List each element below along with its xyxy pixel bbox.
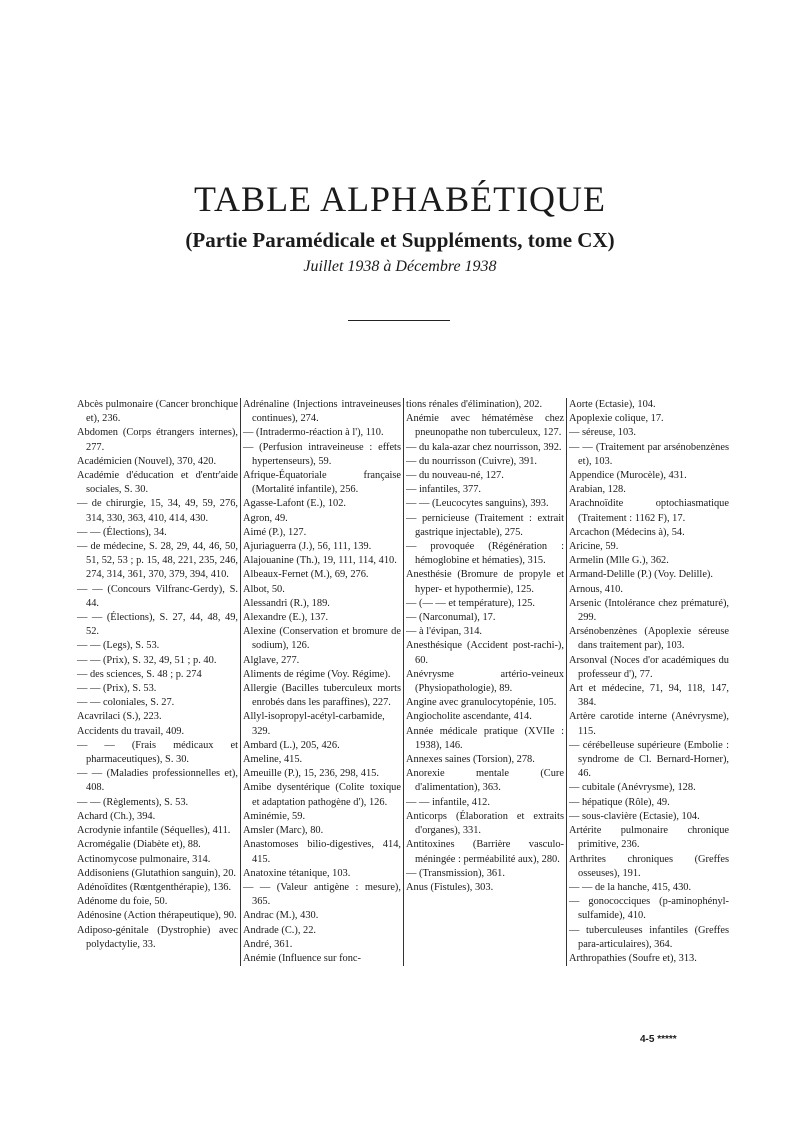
- index-entry: Ameuille (P.), 15, 236, 298, 415.: [243, 768, 379, 780]
- index-entry: Achard (Ch.), 394.: [77, 810, 156, 822]
- index-entry: — gonococciques (p-aminophényl-sulfamide), 410.: [569, 896, 729, 922]
- index-entry: — — (Traitement par arsénobenzènes et), 103.: [569, 441, 729, 467]
- index-entry: Arabian, 128.: [569, 484, 626, 496]
- index-entry: Albeaux-Fernet (M.), 69, 276.: [243, 569, 369, 581]
- index-entry: Année médicale pratique (XVIIe : 1938), 146.: [406, 725, 564, 751]
- index-entry: Amibe dysentérique (Colite toxique et adaptation pathogène d'), 126.: [243, 782, 401, 808]
- index-entry: — — infantile, 412.: [406, 796, 490, 808]
- index-entry: Art et médecine, 71, 94, 118, 147, 384.: [569, 683, 729, 709]
- period-line: Juillet 1938 à Décembre 1938: [303, 258, 497, 275]
- title-rule: [348, 320, 450, 321]
- index-entry: Acavrilaci (S.), 223.: [77, 711, 162, 723]
- index-entry: Apoplexie colique, 17.: [569, 413, 664, 425]
- index-entry: — (Transmission), 361.: [406, 867, 505, 879]
- index-entry: — à l'évipan, 314.: [406, 626, 483, 638]
- index-entry: Allyl-isopropyl-acétyl-carbamide, 329.: [243, 711, 385, 737]
- index-entry: Aminémie, 59.: [243, 810, 306, 822]
- index-entry: Arcachon (Médecins à), 54.: [569, 526, 685, 538]
- index-entry: — — (Valeur antigène : mesure), 365.: [243, 881, 401, 908]
- index-entry: — hépatique (Rôle), 49.: [569, 796, 670, 808]
- index-entry: — — (Frais médicaux et pharmaceutiques), S. 30.: [77, 739, 238, 766]
- index-entry: Annexes saines (Torsion), 278.: [406, 754, 535, 766]
- index-entry: Artérite pulmonaire chronique primitive, 236.: [569, 825, 729, 851]
- index-entry: Alglave, 277.: [243, 654, 300, 666]
- index-entry: Anticorps (Élaboration et extraits d'organes), 331.: [406, 810, 564, 837]
- index-entry: — sous-clavière (Ectasie), 104.: [569, 810, 700, 822]
- index-entry: — (— — et température), 125.: [406, 597, 535, 609]
- index-entry: Adiposo-génitale (Dystrophie) avec polydactylie, 33.: [77, 924, 238, 950]
- index-entry: — — (Élections), 34.: [77, 526, 167, 538]
- index-entry: Anévrysme artério-veineux (Physiopathologie), 89.: [406, 668, 564, 695]
- index-entry: Actinomycose pulmonaire, 314.: [77, 853, 211, 865]
- index-entry: Ambard (L.), 205, 426.: [243, 739, 340, 751]
- index-entry: — de chirurgie, 15, 34, 49, 59, 276, 314, 330, 363, 410, 414, 430.: [77, 498, 238, 524]
- index-column-1: [77, 398, 240, 966]
- index-entry: — — (Prix), S. 53.: [77, 683, 157, 695]
- index-entry: Acromégalie (Diabète et), 88.: [77, 839, 201, 851]
- index-entry: — cubitale (Anévrysme), 128.: [569, 782, 696, 794]
- index-entry: — des sciences, S. 48 ; p. 274: [77, 668, 202, 680]
- index-entry: — provoquée (Régénération : hémoglobine et hématies), 315.: [406, 541, 564, 567]
- index-entry: Adénome du foie, 50.: [77, 896, 168, 908]
- index-entry: Anesthésique (Accident post-rachi-), 60.: [406, 640, 564, 666]
- index-entry: Arthropathies (Soufre et), 313.: [569, 952, 697, 964]
- index-entry: Arachnoïdite optochiasmatique (Traitement : 1162 F), 17.: [569, 498, 729, 524]
- index-entry: Ameline, 415.: [243, 754, 303, 766]
- index-entry: Arthrites chroniques (Greffes osseuses), 191.: [569, 853, 729, 879]
- index-entry: Agron, 49.: [243, 512, 288, 524]
- index-entry: Adénoïdites (Rœntgenthérapie), 136.: [77, 881, 232, 893]
- index-entry: — du kala-azar chez nourrisson, 392.: [406, 441, 562, 453]
- index-entry: — — (Prix), S. 32, 49, 51 ; p. 40.: [77, 654, 217, 666]
- index-entry: — — (Leucocytes sanguins), 393.: [406, 498, 549, 510]
- index-entry: — pernicieuse (Traitement : extrait gastrique injectable), 275.: [406, 512, 564, 538]
- index-entry: Amsler (Marc), 80.: [243, 825, 324, 837]
- index-entry: Agasse-Lafont (E.), 102.: [243, 498, 347, 510]
- index-entry: Anémie (Influence sur fonc-: [243, 952, 361, 964]
- index-entry: André, 361.: [243, 938, 293, 950]
- index-entry: — — (Maladies professionnelles et), 408.: [77, 768, 238, 794]
- index-entry: Andrade (C.), 22.: [243, 924, 317, 936]
- index-entry: tions rénales d'élimination), 202.: [406, 399, 543, 410]
- page-title: TABLE ALPHABÉTIQUE: [193, 179, 607, 219]
- index-entry: Armand-Delille (P.) (Voy. Delille).: [569, 569, 713, 581]
- index-column-3: [403, 398, 566, 966]
- index-entry: — tuberculeuses infantiles (Greffes para-articulaires), 364.: [569, 924, 729, 950]
- index-entry: — (Narconumal), 17.: [406, 612, 496, 624]
- index-entry: — — coloniales, S. 27.: [77, 697, 175, 709]
- index-entry: Ajuriaguerra (J.), 56, 111, 139.: [243, 541, 372, 553]
- index-entry: Alajouanine (Th.), 19, 111, 114, 410.: [243, 555, 397, 567]
- index-entry: Antitoxines (Barrière vasculo-méningée : perméabilité aux), 280.: [406, 839, 564, 865]
- index-entry: Aricine, 59.: [569, 541, 619, 553]
- index-entry: — de médecine, S. 28, 29, 44, 46, 50, 51, 52, 53 ; p. 15, 48, 221, 235, 246, 274, 314, 361, 370, 379, 394, 410.: [77, 541, 238, 581]
- index-entry: Andrac (M.), 430.: [243, 910, 319, 922]
- index-entry: Abdomen (Corps étrangers internes), 277.: [77, 427, 238, 453]
- index-column-4: [566, 398, 729, 966]
- index-entry: Anastomoses bilio-digestives, 414, 415.: [243, 839, 401, 865]
- index-entry: Allergie (Bacilles tuberculeux morts enrobés dans les paraffines), 227.: [243, 683, 401, 709]
- index-entry: Arsonval (Noces d'or académiques du professeur d'), 77.: [569, 654, 729, 680]
- index-entry: — — (Concours Vilfranc-Gerdy), S. 44.: [77, 583, 238, 609]
- index-entry: Armelin (Mlle G.), 362.: [569, 555, 669, 567]
- index-entry: Anus (Fistules), 303.: [406, 881, 494, 893]
- index-entry: Acrodynie infantile (Séquelles), 411.: [77, 825, 231, 837]
- index-entry: Arsenic (Intolérance chez prématuré), 299.: [569, 597, 729, 624]
- index-entry: Anorexie mentale (Cure d'alimentation), 363.: [406, 768, 564, 794]
- index-entry: Artère carotide interne (Anévrysme), 115.: [569, 711, 729, 737]
- index-entry: Anesthésie (Bromure de propyle et hyper- et hypothermie), 125.: [406, 569, 564, 595]
- index-entry: Alexandre (E.), 137.: [243, 612, 329, 624]
- index-entry: Alessandri (R.), 189.: [243, 597, 330, 609]
- index-entry: Albot, 50.: [243, 583, 285, 595]
- index-entry: — séreuse, 103.: [569, 427, 636, 439]
- index-entry: — du nouveau-né, 127.: [406, 470, 504, 482]
- index-columns: [77, 398, 731, 966]
- index-entry: — — (Legs), S. 53.: [77, 640, 160, 652]
- index-entry: Appendice (Murocèle), 431.: [569, 470, 687, 482]
- index-entry: Académie d'éducation et d'entr'aide sociales, S. 30.: [77, 470, 238, 496]
- index-entry: Anatoxine tétanique, 103.: [243, 867, 351, 879]
- index-entry: Addisoniens (Glutathion sanguin), 20.: [77, 867, 237, 879]
- index-column-2: [240, 398, 403, 966]
- index-entry: — (Perfusion intraveineuse : effets hypertenseurs), 59.: [243, 441, 401, 467]
- index-entry: Adrénaline (Injections intraveineuses continues), 274.: [243, 399, 401, 425]
- index-entry: Aimé (P.), 127.: [243, 526, 307, 538]
- index-entry: Angiocholite ascendante, 414.: [406, 711, 532, 723]
- index-entry: — (Intradermo-réaction à l'), 110.: [243, 427, 384, 439]
- index-entry: Alexine (Conservation et bromure de sodium), 126.: [243, 626, 401, 652]
- signature-mark: 4-5 *****: [640, 1034, 677, 1045]
- index-entry: Aorte (Ectasie), 104.: [569, 399, 656, 410]
- index-entry: — — (Élections), S. 27, 44, 48, 49, 52.: [77, 612, 238, 638]
- index-entry: Académicien (Nouvel), 370, 420.: [77, 455, 217, 467]
- index-entry: — infantiles, 377.: [406, 484, 482, 496]
- index-entry: — du nourrisson (Cuivre), 391.: [406, 455, 538, 467]
- index-entry: Angine avec granulocytopénie, 105.: [406, 697, 557, 709]
- index-entry: Abcès pulmonaire (Cancer bronchique et), 236.: [77, 399, 238, 425]
- index-entry: Arsénobenzènes (Apoplexie séreuse dans traitement par), 103.: [569, 626, 729, 652]
- index-entry: Aliments de régime (Voy. Régime).: [243, 668, 391, 680]
- index-entry: Accidents du travail, 409.: [77, 725, 185, 737]
- index-entry: Afrique-Équatoriale française (Mortalité infantile), 256.: [243, 470, 401, 496]
- index-entry: Arnous, 410.: [569, 583, 623, 595]
- page-subtitle: (Partie Paramédicale et Suppléments, tome CX): [185, 228, 615, 252]
- index-entry: — — de la hanche, 415, 430.: [569, 881, 692, 893]
- index-entry: Adénosine (Action thérapeutique), 90.: [77, 910, 237, 922]
- index-entry: — cérébelleuse supérieure (Embolie : syndrome de Cl. Bernard-Horner), 46.: [569, 739, 729, 780]
- index-entry: — — (Règlements), S. 53.: [77, 796, 189, 808]
- index-entry: Anémie avec hématémèse chez pneunopathe non tuberculeux, 127.: [406, 413, 564, 439]
